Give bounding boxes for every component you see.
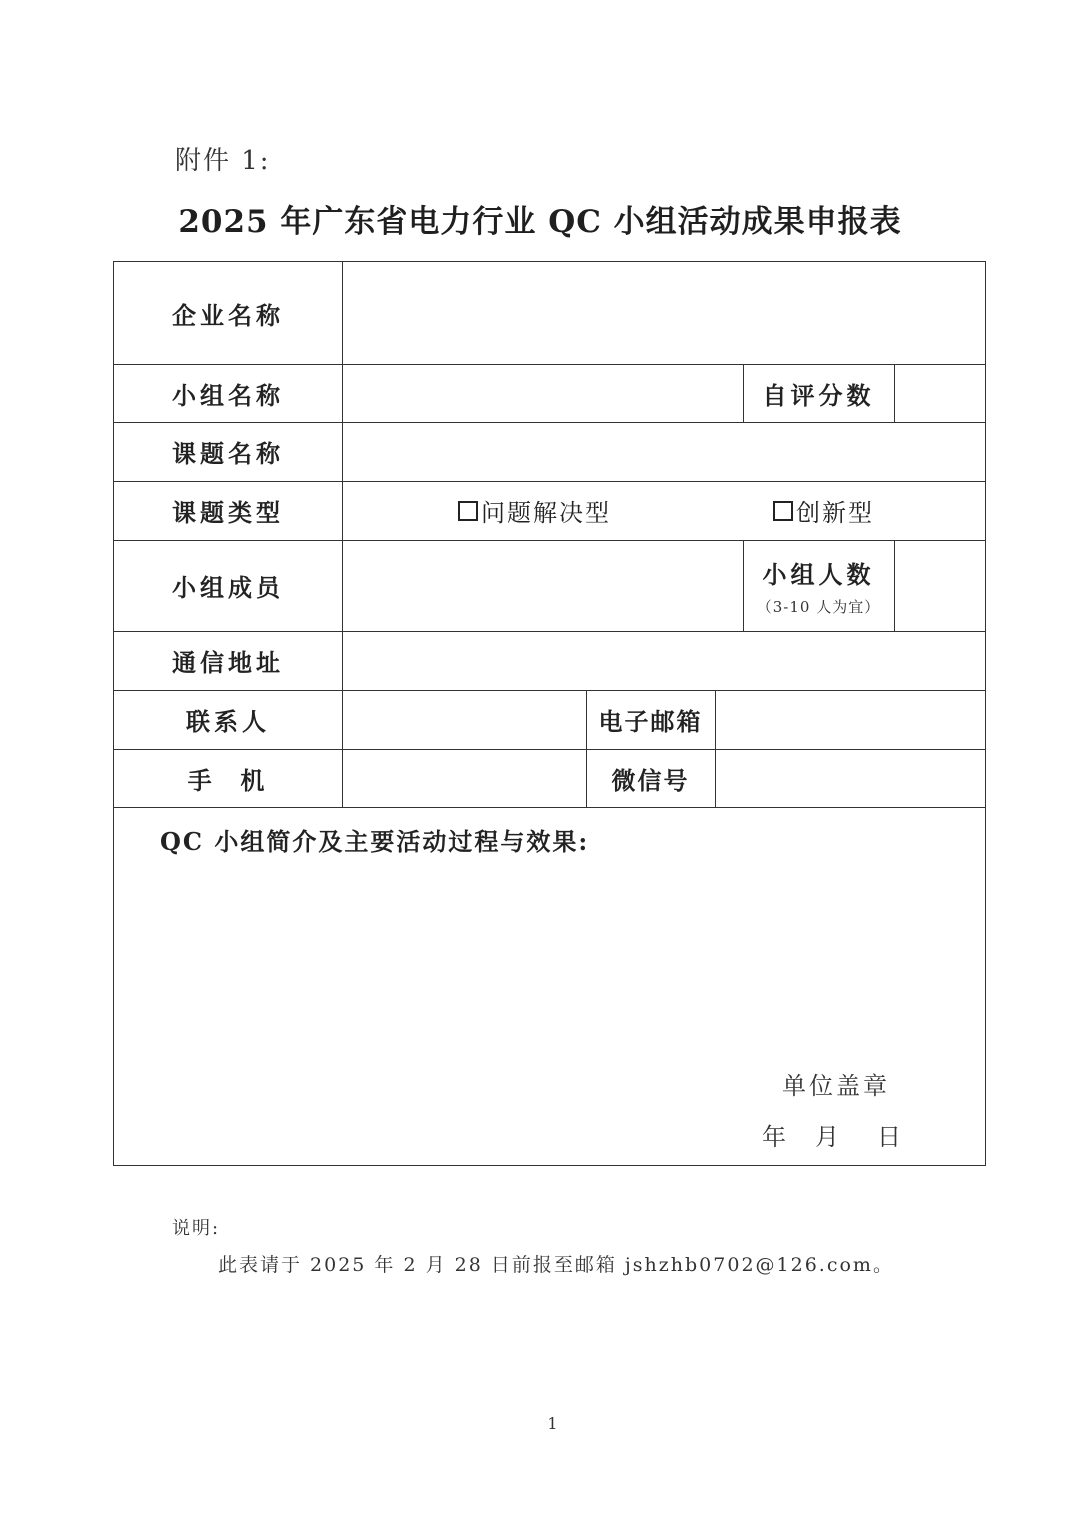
self-score-field[interactable] (896, 366, 984, 421)
date-month-label: 月 (815, 1123, 839, 1151)
topic-type-option-label: 问题解决型 (481, 499, 611, 527)
email-label: 电子邮箱 (598, 707, 703, 736)
address-label: 通信地址 (172, 648, 284, 677)
topic-name-label: 课题名称 (172, 439, 284, 468)
member-count-note: （3-10 人为宜） (756, 597, 881, 616)
topic-type-option-label: 创新型 (796, 499, 874, 527)
company-name-label: 企业名称 (172, 300, 284, 330)
note-label: 说明: (172, 1218, 221, 1239)
self-score-label: 自评分数 (762, 380, 875, 410)
topic-type-option-innovation[interactable] (773, 481, 874, 540)
checkbox-icon[interactable] (773, 501, 793, 521)
topic-name-field[interactable] (344, 424, 984, 480)
note-text: 此表请于 2025 年 2 月 28 日前报至邮箱 jshzhb0702@126.com。 (218, 1254, 894, 1276)
topic-type-label: 课题类型 (172, 498, 284, 527)
page-number: 1 (547, 1414, 558, 1433)
form-title: 2025 年广东省电力行业 QC 小组活动成果申报表 (178, 204, 902, 240)
contact-label: 联系人 (186, 707, 270, 736)
member-count-label: 小组人数 (762, 559, 875, 589)
mobile-label: 手 机 (187, 765, 269, 795)
email-field[interactable] (717, 692, 984, 748)
wechat-label: 微信号 (611, 765, 690, 795)
member-count-label-cell (743, 540, 894, 631)
member-count-field[interactable] (896, 542, 984, 630)
group-name-field[interactable] (344, 366, 742, 421)
date-day-label: 日 (877, 1123, 901, 1151)
attachment-label: 附件 1: (175, 146, 271, 176)
wechat-field[interactable] (717, 751, 984, 806)
topic-type-option-problem-solving[interactable] (458, 481, 611, 540)
group-members-label: 小组成员 (172, 573, 284, 602)
group-members-field[interactable] (344, 542, 742, 630)
application-form-table (113, 261, 986, 1166)
mobile-field[interactable] (344, 751, 585, 806)
summary-label: QC 小组简介及主要活动过程与效果: (160, 827, 590, 856)
unit-seal-label: 单位盖章 (782, 1072, 890, 1100)
contact-field[interactable] (344, 692, 585, 748)
address-field[interactable] (344, 633, 984, 689)
company-name-field[interactable] (344, 264, 984, 363)
group-name-label: 小组名称 (172, 380, 284, 410)
date-year-label: 年 (762, 1123, 786, 1151)
checkbox-icon[interactable] (458, 501, 478, 521)
